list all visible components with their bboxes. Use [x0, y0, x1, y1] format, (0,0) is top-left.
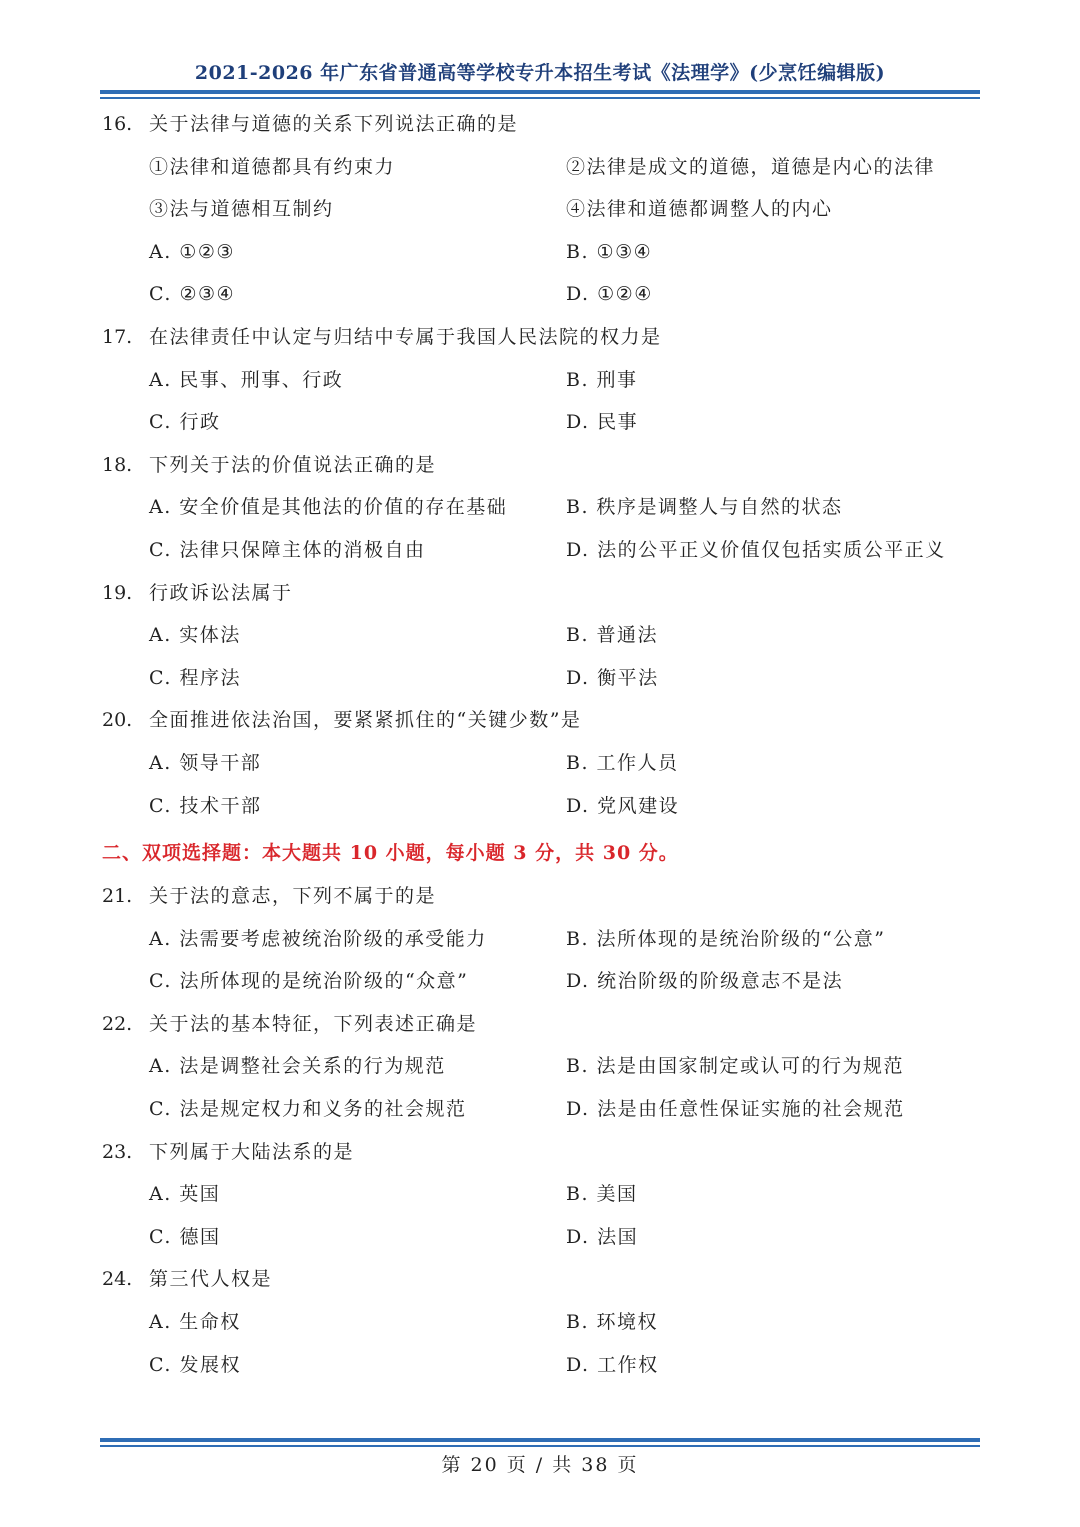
answer-option: D. 统治阶级的阶级意志不是法: [566, 970, 844, 993]
question-number: 16.: [102, 113, 133, 135]
answer-option: A. 生命权: [149, 1311, 241, 1334]
footer-rule-thick: [100, 1438, 980, 1442]
section-heading: 二、双项选择题：本大题共 10 小题，每小题 3 分，共 30 分。: [102, 842, 679, 865]
answer-option: A. 法是调整社会关系的行为规范: [149, 1055, 446, 1078]
question-stem: [102, 1003, 982, 1046]
question-block: [102, 316, 982, 444]
option-row: [102, 918, 982, 961]
answer-option: B. 法所体现的是统治阶级的“公意”: [566, 927, 886, 950]
answer-option: B. 美国: [566, 1183, 638, 1206]
answer-option: B. 环境权: [566, 1311, 659, 1334]
question-stem: [102, 1258, 982, 1301]
answer-option: D. 法是由任意性保证实施的社会规范: [566, 1098, 905, 1121]
option-row: [102, 273, 982, 316]
option-row: [102, 1088, 982, 1131]
header-rule-thin: [100, 97, 980, 99]
answer-option: A. 法需要考虑被统治阶级的承受能力: [149, 927, 487, 950]
answer-option: B. 工作人员: [566, 751, 679, 774]
question-text: 下列关于法的价值说法正确的是: [149, 453, 437, 476]
page-number: 第 20 页 / 共 38 页: [441, 1454, 639, 1476]
answer-option: D. 工作权: [566, 1353, 659, 1376]
option-row: [102, 486, 982, 529]
option-row: [102, 614, 982, 657]
answer-option: C. 程序法: [149, 666, 241, 689]
question-text: 下列属于大陆法系的是: [149, 1140, 355, 1163]
question-stem: [102, 316, 982, 359]
question-stem: [102, 444, 982, 487]
question-block: [102, 1003, 982, 1131]
answer-option: B. 普通法: [566, 624, 659, 647]
header-rule-thick: [100, 90, 980, 94]
footer-rule-thin: [100, 1445, 980, 1447]
question-number: 23.: [102, 1140, 133, 1163]
question-text: 关于法的意志，下列不属于的是: [149, 885, 437, 908]
question-number: 19.: [102, 581, 133, 604]
option-row: [102, 1301, 982, 1344]
statement-item: ③法与道德相互制约: [149, 198, 334, 221]
statement-row: [102, 188, 982, 231]
option-row: [102, 657, 982, 700]
question-block: [102, 103, 982, 316]
question-stem: [102, 103, 982, 146]
statement-item: ①法律和道德都具有约束力: [149, 155, 396, 178]
option-row: [102, 960, 982, 1003]
header-title: 2021-2026 年广东省普通高等学校专升本招生考试《法理学》(少烹饪编辑版): [194, 62, 886, 84]
answer-option: A. 领导干部: [149, 751, 262, 774]
answer-option: A. 实体法: [149, 624, 241, 647]
answer-option: D. 党风建设: [566, 794, 680, 817]
answer-option: D. 法国: [566, 1225, 639, 1248]
answer-option: C. 法所体现的是统治阶级的“众意”: [149, 970, 469, 993]
option-row: [102, 1173, 982, 1216]
answer-option: D. 民事: [566, 411, 639, 434]
question-stem: [102, 699, 982, 742]
question-stem: [102, 1131, 982, 1174]
statement-row: [102, 146, 982, 189]
answer-option: D. 法的公平正义价值仅包括实质公平正义: [566, 538, 946, 561]
answer-option: B. 刑事: [566, 368, 638, 391]
question-block: [102, 875, 982, 1003]
question-text: 行政诉讼法属于: [149, 581, 293, 604]
answer-option: C. 发展权: [149, 1353, 241, 1376]
answer-option: C. 技术干部: [149, 794, 262, 817]
answer-option: C. 行政: [149, 411, 221, 434]
questions-part-1: [102, 103, 982, 827]
question-content: [102, 103, 982, 1386]
option-row: [102, 1344, 982, 1387]
question-number: 17.: [102, 325, 133, 348]
questions-part-2: [102, 875, 982, 1386]
answer-option: A. ①②③: [149, 240, 235, 263]
question-text: 关于法律与道德的关系下列说法正确的是: [149, 113, 519, 135]
answer-option: B. 秩序是调整人与自然的状态: [566, 496, 843, 519]
question-block: [102, 1258, 982, 1386]
answer-option: B. ①③④: [566, 240, 653, 263]
option-row: [102, 1045, 982, 1088]
answer-option: D. ①②④: [566, 283, 653, 306]
option-row: [102, 401, 982, 444]
answer-option: C. 德国: [149, 1225, 221, 1248]
answer-option: A. 安全价值是其他法的价值的存在基础: [149, 496, 508, 519]
option-row: [102, 359, 982, 402]
question-block: [102, 1131, 982, 1259]
question-text: 关于法的基本特征，下列表述正确是: [149, 1012, 478, 1035]
question-number: 21.: [102, 885, 133, 908]
option-row: [102, 1216, 982, 1259]
answer-option: C. 法是规定权力和义务的社会规范: [149, 1098, 467, 1121]
answer-option: A. 英国: [149, 1183, 221, 1206]
answer-option: A. 民事、刑事、行政: [149, 368, 344, 391]
question-number: 22.: [102, 1012, 133, 1035]
answer-option: B. 法是由国家制定或认可的行为规范: [566, 1055, 905, 1078]
option-row: [102, 231, 982, 274]
question-stem: [102, 572, 982, 615]
question-stem: [102, 875, 982, 918]
answer-option: C. ②③④: [149, 283, 236, 306]
option-row: [102, 785, 982, 828]
answer-option: C. 法律只保障主体的消极自由: [149, 538, 426, 561]
question-number: 24.: [102, 1268, 133, 1291]
option-row: [102, 529, 982, 572]
statement-item: ④法律和道德都调整人的内心: [566, 198, 833, 221]
question-text: 在法律责任中认定与归结中专属于我国人民法院的权力是: [149, 325, 662, 348]
question-block: [102, 444, 982, 572]
statement-item: ②法律是成文的道德，道德是内心的法律: [566, 155, 936, 178]
question-text: 全面推进依法治国，要紧紧抓住的“关键少数”是: [149, 709, 582, 732]
answer-option: D. 衡平法: [566, 666, 659, 689]
question-block: [102, 572, 982, 700]
question-number: 18.: [102, 453, 133, 476]
question-text: 第三代人权是: [149, 1268, 273, 1291]
option-row: [102, 742, 982, 785]
question-block: [102, 699, 982, 827]
question-number: 20.: [102, 709, 133, 732]
